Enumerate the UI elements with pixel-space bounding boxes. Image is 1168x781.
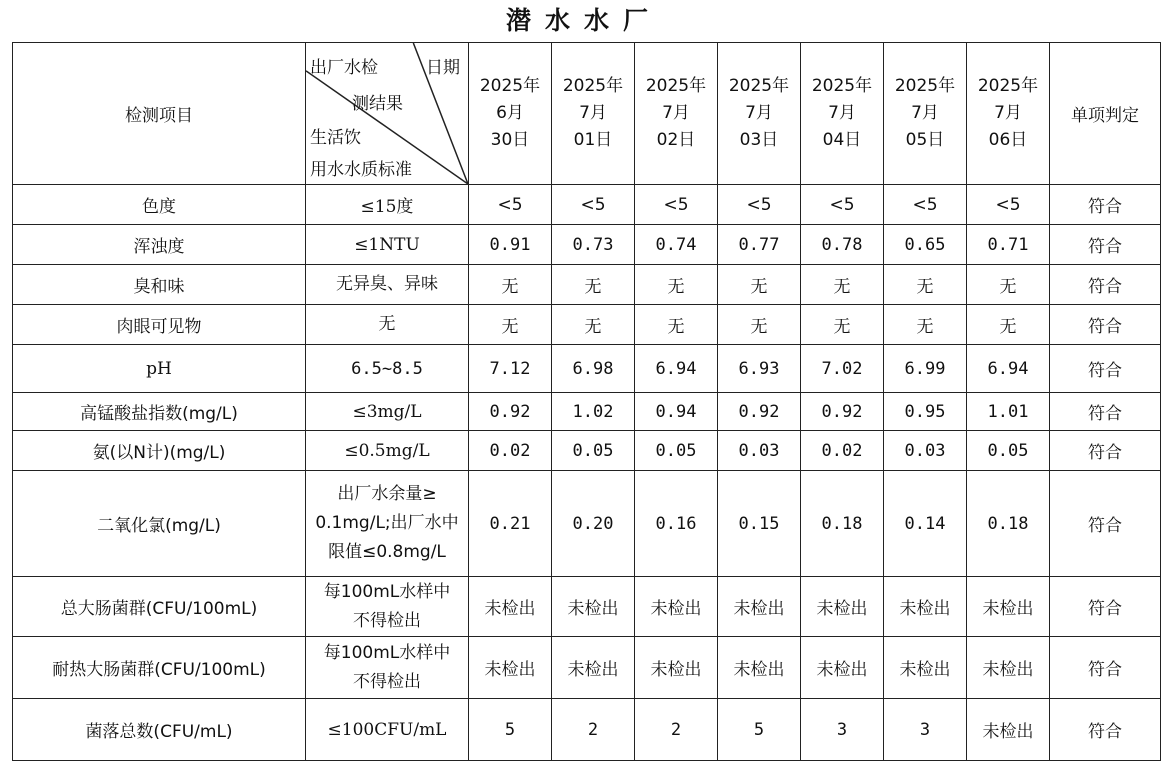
date-header [718, 43, 801, 185]
value-cell: <5 [718, 185, 801, 225]
value-cell: 无 [801, 305, 884, 345]
value-cell: 无 [718, 305, 801, 345]
value-cell: 未检出 [801, 577, 884, 637]
value-cell: 未检出 [967, 577, 1050, 637]
standard-line: 0.1mg/L;出厂水中 [315, 513, 459, 534]
value-cell: <5 [635, 185, 718, 225]
diag-top-left: 出厂水检 [310, 58, 378, 78]
value-cell: 未检出 [718, 637, 801, 699]
value-cell: 未检出 [967, 637, 1050, 699]
value-cell: 0.18 [801, 471, 884, 577]
standard-line: 每100mL水样中 [323, 581, 451, 602]
value-cell: 未检出 [884, 637, 967, 699]
header-diagonal-cell [306, 43, 469, 185]
value-cell: 6.99 [884, 345, 967, 393]
standard-line: 不得检出 [353, 671, 421, 692]
date-year: 2025年 [645, 75, 707, 96]
table-row [13, 577, 1161, 637]
value-cell: 0.92 [718, 393, 801, 431]
value-cell: 0.05 [635, 431, 718, 471]
date-header [967, 43, 1050, 185]
header-row [13, 43, 1161, 185]
date-header [552, 43, 635, 185]
value-cell: 无 [801, 265, 884, 305]
value-cell: 0.03 [884, 431, 967, 471]
date-month: 7月 [745, 102, 773, 123]
standard: ≤1NTU [306, 225, 469, 265]
item-name: 肉眼可见物 [13, 305, 306, 345]
date-month: 7月 [579, 102, 607, 123]
diag-mid: 测结果 [352, 94, 403, 114]
value-cell: 0.71 [967, 225, 1050, 265]
value-cell: 无 [967, 265, 1050, 305]
table-row [13, 431, 1161, 471]
date-year: 2025年 [728, 75, 790, 96]
date-day: 06日 [988, 130, 1028, 151]
item-name: 二氧化氯(mg/L) [13, 471, 306, 577]
date-year: 2025年 [977, 75, 1039, 96]
value-cell: 无 [884, 265, 967, 305]
value-cell: 未检出 [635, 637, 718, 699]
standard [306, 577, 469, 637]
value-cell: 0.15 [718, 471, 801, 577]
value-cell: <5 [469, 185, 552, 225]
value-cell: 0.91 [469, 225, 552, 265]
verdict: 符合 [1050, 225, 1161, 265]
item-name: 浑浊度 [13, 225, 306, 265]
header-verdict: 单项判定 [1050, 43, 1161, 185]
value-cell: 0.16 [635, 471, 718, 577]
value-cell: 7.02 [801, 345, 884, 393]
standard: ≤0.5mg/L [306, 431, 469, 471]
value-cell: 0.05 [967, 431, 1050, 471]
date-month: 7月 [911, 102, 939, 123]
value-cell: 0.92 [801, 393, 884, 431]
diag-top-right: 日期 [426, 58, 460, 78]
date-header [884, 43, 967, 185]
item-name: 高锰酸盐指数(mg/L) [13, 393, 306, 431]
value-cell: 无 [635, 305, 718, 345]
value-cell: 无 [469, 305, 552, 345]
value-cell: 0.02 [469, 431, 552, 471]
value-cell: <5 [967, 185, 1050, 225]
value-cell: 0.18 [967, 471, 1050, 577]
value-cell: 0.65 [884, 225, 967, 265]
standard: ≤3mg/L [306, 393, 469, 431]
verdict: 符合 [1050, 305, 1161, 345]
standard: 无 [306, 305, 469, 345]
value-cell: 0.92 [469, 393, 552, 431]
value-cell: 未检出 [884, 577, 967, 637]
value-cell: 5 [469, 699, 552, 761]
header-item: 检测项目 [13, 43, 306, 185]
date-header [801, 43, 884, 185]
item-name: 氨(以N计)(mg/L) [13, 431, 306, 471]
table-row [13, 393, 1161, 431]
verdict: 符合 [1050, 637, 1161, 699]
date-day: 02日 [656, 130, 696, 151]
standard: 6.5~8.5 [306, 345, 469, 393]
value-cell: 0.94 [635, 393, 718, 431]
date-day: 04日 [822, 130, 862, 151]
date-day: 30日 [490, 130, 530, 151]
value-cell: 5 [718, 699, 801, 761]
verdict: 符合 [1050, 471, 1161, 577]
item-name: pH [13, 345, 306, 393]
date-year: 2025年 [479, 75, 541, 96]
date-month: 7月 [994, 102, 1022, 123]
value-cell: 3 [801, 699, 884, 761]
value-cell: 无 [635, 265, 718, 305]
date-year: 2025年 [562, 75, 624, 96]
verdict: 符合 [1050, 265, 1161, 305]
value-cell: 7.12 [469, 345, 552, 393]
value-cell: 未检出 [552, 637, 635, 699]
standard [306, 471, 469, 577]
value-cell: 3 [884, 699, 967, 761]
value-cell: 未检出 [635, 577, 718, 637]
verdict: 符合 [1050, 185, 1161, 225]
value-cell: 6.98 [552, 345, 635, 393]
diag-bottom-2: 用水水质标准 [310, 160, 412, 180]
date-day: 05日 [905, 130, 945, 151]
verdict: 符合 [1050, 393, 1161, 431]
value-cell: 未检出 [469, 637, 552, 699]
value-cell: 0.21 [469, 471, 552, 577]
table-row [13, 471, 1161, 577]
date-year: 2025年 [894, 75, 956, 96]
value-cell: 0.95 [884, 393, 967, 431]
date-header [469, 43, 552, 185]
standard: ≤100CFU/mL [306, 699, 469, 761]
verdict: 符合 [1050, 345, 1161, 393]
verdict: 符合 [1050, 431, 1161, 471]
standard: ≤15度 [306, 185, 469, 225]
item-name: 耐热大肠菌群(CFU/100mL) [13, 637, 306, 699]
table-row [13, 225, 1161, 265]
value-cell: 0.77 [718, 225, 801, 265]
value-cell: <5 [801, 185, 884, 225]
value-cell: 1.01 [967, 393, 1050, 431]
table-row [13, 265, 1161, 305]
value-cell: 无 [884, 305, 967, 345]
date-day: 01日 [573, 130, 613, 151]
value-cell: 0.05 [552, 431, 635, 471]
standard-line: 不得检出 [353, 610, 421, 631]
value-cell: 0.20 [552, 471, 635, 577]
water-quality-table [12, 42, 1161, 761]
value-cell: 未检出 [552, 577, 635, 637]
value-cell: 0.78 [801, 225, 884, 265]
item-name: 总大肠菌群(CFU/100mL) [13, 577, 306, 637]
date-month: 6月 [496, 102, 524, 123]
table-row [13, 305, 1161, 345]
value-cell: 0.02 [801, 431, 884, 471]
value-cell: 0.73 [552, 225, 635, 265]
standard-line: 限值≤0.8mg/L [328, 541, 446, 562]
page-title: 潜水水厂 [505, 6, 662, 35]
value-cell: 无 [552, 265, 635, 305]
standard [306, 637, 469, 699]
standard-line: 出厂水余量≥ [337, 484, 437, 505]
value-cell: 无 [552, 305, 635, 345]
table-row [13, 185, 1161, 225]
date-header [635, 43, 718, 185]
value-cell: 未检出 [967, 699, 1050, 761]
date-year: 2025年 [811, 75, 873, 96]
table-row [13, 637, 1161, 699]
value-cell: 0.14 [884, 471, 967, 577]
date-month: 7月 [662, 102, 690, 123]
value-cell: 未检出 [801, 637, 884, 699]
value-cell: 未检出 [718, 577, 801, 637]
value-cell: 2 [552, 699, 635, 761]
value-cell: 1.02 [552, 393, 635, 431]
value-cell: 无 [469, 265, 552, 305]
standard-line: 每100mL水样中 [323, 642, 451, 663]
item-name: 菌落总数(CFU/mL) [13, 699, 306, 761]
value-cell: 无 [718, 265, 801, 305]
value-cell: 6.94 [967, 345, 1050, 393]
value-cell: 0.74 [635, 225, 718, 265]
standard: 无异臭、异味 [306, 265, 469, 305]
verdict: 符合 [1050, 577, 1161, 637]
item-name: 臭和味 [13, 265, 306, 305]
value-cell: 0.03 [718, 431, 801, 471]
value-cell: 6.93 [718, 345, 801, 393]
value-cell: 无 [967, 305, 1050, 345]
value-cell: <5 [884, 185, 967, 225]
date-day: 03日 [739, 130, 779, 151]
diag-bottom-1: 生活饮 [310, 128, 361, 148]
table-row [13, 699, 1161, 761]
value-cell: 2 [635, 699, 718, 761]
verdict: 符合 [1050, 699, 1161, 761]
table-row [13, 345, 1161, 393]
value-cell: <5 [552, 185, 635, 225]
date-month: 7月 [828, 102, 856, 123]
value-cell: 未检出 [469, 577, 552, 637]
value-cell: 6.94 [635, 345, 718, 393]
item-name: 色度 [13, 185, 306, 225]
